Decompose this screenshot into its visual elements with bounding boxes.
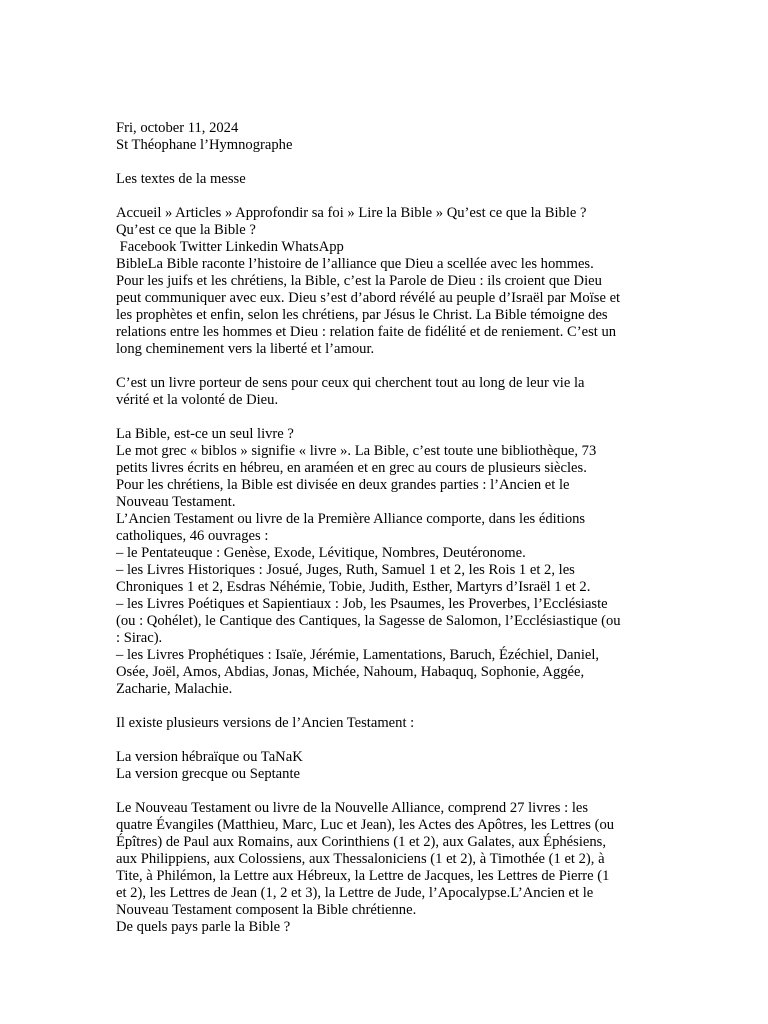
text-line: Le mot grec « biblos » signifie « livre ». La Bible, c’est toute une bibliothèque, 73: [116, 443, 597, 459]
text-line: petits livres écrits en hébreu, en araméen et en grec au cours de plusieurs siècles.: [116, 460, 587, 476]
text-line: – les Livres Historiques : Josué, Juges, Ruth, Samuel 1 et 2, les Rois 1 et 2, les: [116, 562, 575, 578]
text-line: Pour les chrétiens, la Bible est divisée en deux grandes parties : l’Ancien et le: [116, 477, 570, 493]
text-line: Nouveau Testament composent la Bible chrétienne.: [116, 902, 417, 918]
text-line: catholiques, 46 ouvrages :: [116, 528, 269, 544]
text-line: quatre Évangiles (Matthieu, Marc, Luc et Jean), les Actes des Apôtres, les Lettres (ou: [116, 817, 615, 833]
text-line: Pour les juifs et les chrétiens, la Bible, c’est la Parole de Dieu : ils croient que Dieu: [116, 273, 602, 289]
spacer: [116, 358, 656, 375]
text-line: et 2), les Lettres de Jean (1, 2 et 3), la Lettre de Jude, l’Apocalypse.L’Ancien et le: [116, 885, 594, 901]
text-line: – les Livres Poétiques et Sapientiaux : Job, les Psaumes, les Proverbes, l’Ecclésiaste: [116, 596, 608, 612]
text-line: – les Livres Prophétiques : Isaïe, Jérémie, Lamentations, Baruch, Ézéchiel, Daniel,: [116, 647, 600, 663]
text-line: BibleLa Bible raconte l’histoire de l’alliance que Dieu a scellée avec les hommes.: [116, 256, 594, 272]
intro-paragraph: [116, 256, 656, 358]
text-line: – le Pentateuque : Genèse, Exode, Lévitique, Nombres, Deutéronome.: [116, 545, 526, 561]
text-line: les prophètes et enfin, selon les chrétiens, par Jésus le Christ. La Bible témoigne des: [116, 307, 608, 323]
text-line: (ou : Qohélet), le Cantique des Cantiques, la Sagesse de Salomon, l’Ecclésiastique (ou: [116, 613, 621, 629]
spacer: [116, 409, 656, 426]
spacer: [116, 188, 656, 205]
text-line: De quels pays parle la Bible ?: [116, 919, 291, 935]
purpose-paragraph: [116, 375, 656, 409]
text-line: vérité et la volonté de Dieu.: [116, 392, 279, 408]
books-paragraph: [116, 426, 656, 698]
text-line: C’est un livre porteur de sens pour ceux qui cherchent tout au long de leur vie la: [116, 375, 585, 391]
versions-intro: Il existe plusieurs versions de l’Ancien Testament :: [116, 715, 415, 731]
versions-list: [116, 749, 656, 783]
saint-of-day: St Théophane l’Hymnographe: [116, 137, 293, 153]
text-line: Osée, Joël, Amos, Abdias, Jonas, Michée, Nahoum, Habaquq, Sophonie, Aggée,: [116, 664, 585, 680]
text-line: aux Philippiens, aux Colossiens, aux Thessaloniciens (1 et 2), à Timothée (1 et 2), à: [116, 851, 605, 867]
date-line: Fri, october 11, 2024: [116, 120, 239, 136]
spacer: [116, 732, 656, 749]
share-links: Facebook Twitter Linkedin WhatsApp: [116, 239, 344, 255]
list-item: La version hébraïque ou TaNaK: [116, 749, 303, 765]
text-line: long cheminement vers la liberté et l’amour.: [116, 341, 375, 357]
text-line: Zacharie, Malachie.: [116, 681, 233, 697]
text-line: peut communiquer avec eux. Dieu s’est d’abord révélé au peuple d’Israël par Moïse et: [116, 290, 621, 306]
text-line: Nouveau Testament.: [116, 494, 236, 510]
text-line: Épîtres) de Paul aux Romains, aux Corinthiens (1 et 2), aux Galates, aux Éphésiens,: [116, 834, 606, 850]
new-testament-paragraph: [116, 800, 656, 936]
text-line: La Bible, est-ce un seul livre ?: [116, 426, 294, 442]
spacer: [116, 698, 656, 715]
article-title: Qu’est ce que la Bible ?: [116, 222, 256, 238]
list-item: La version grecque ou Septante: [116, 766, 300, 782]
text-line: : Sirac).: [116, 630, 163, 646]
document-page: [116, 120, 656, 936]
text-line: relations entre les hommes et Dieu : relation faite de fidélité et de reniement. C’est un: [116, 324, 617, 340]
section-title: Les textes de la messe: [116, 171, 246, 187]
breadcrumb: Accueil » Articles » Approfondir sa foi » Lire la Bible » Qu’est ce que la Bible ?: [116, 205, 587, 221]
text-line: Le Nouveau Testament ou livre de la Nouvelle Alliance, comprend 27 livres : les: [116, 800, 589, 816]
text-line: Chroniques 1 et 2, Esdras Néhémie, Tobie, Judith, Esther, Martyrs d’Israël 1 et 2.: [116, 579, 591, 595]
text-line: Tite, à Philémon, la Lettre aux Hébreux, la Lettre de Jacques, les Lettres de Pierre (1: [116, 868, 610, 884]
text-line: L’Ancien Testament ou livre de la Première Alliance comporte, dans les éditions: [116, 511, 586, 527]
spacer: [116, 783, 656, 800]
spacer: [116, 154, 656, 171]
